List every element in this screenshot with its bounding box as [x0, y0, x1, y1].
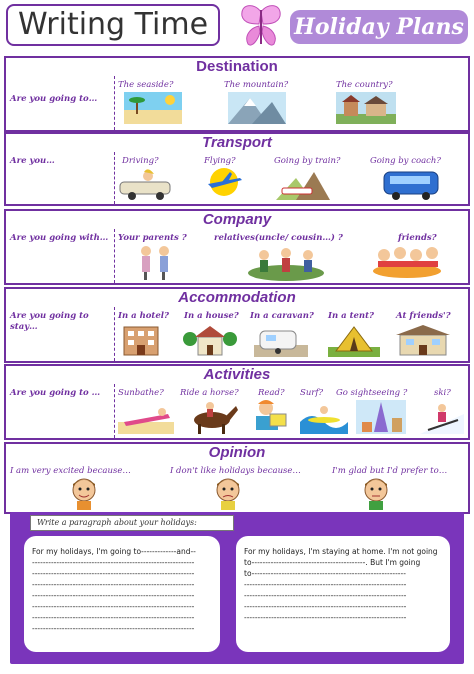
- page-title: Writing Time: [6, 4, 220, 46]
- friends-house-picture: [394, 323, 452, 357]
- option-ski: ski?: [434, 388, 451, 398]
- caravan-picture: [254, 323, 308, 357]
- activities-heading: Activities: [4, 364, 470, 386]
- option-friends-house: At friends'?: [396, 311, 451, 321]
- paragraph-line: ------------------------------------------------------------: [32, 602, 195, 611]
- relatives-picture: [246, 243, 326, 281]
- transport-heading: Transport: [4, 132, 470, 154]
- option-sunbathe: Sunbathe?: [118, 388, 164, 398]
- ski-picture: [420, 400, 464, 434]
- option-ride-horse: Ride a horse?: [180, 388, 239, 398]
- page-subtitle: Holiday Plans: [290, 10, 468, 44]
- accommodation-row: [4, 307, 470, 363]
- opinion-prefer: I'm glad but I'd prefer to…: [332, 466, 448, 476]
- excited-boy-picture: [68, 476, 100, 510]
- seaside-picture: [124, 92, 182, 124]
- option-seaside: The seaside?: [118, 80, 174, 90]
- paragraph-line: ------------------------------------------------------------: [244, 591, 407, 600]
- paragraph-box-going[interactable]: [24, 536, 220, 652]
- row-divider: [114, 384, 115, 438]
- option-coach: Going by coach?: [370, 156, 441, 166]
- destination-heading: Destination: [4, 56, 470, 78]
- option-country: The country?: [336, 80, 393, 90]
- paragraph-line: ------------------------------------------------------------: [32, 558, 195, 567]
- paragraph-line: For my holidays, I'm going to-------------and--: [32, 547, 196, 556]
- unhappy-boy-picture: [212, 476, 244, 510]
- option-friends: friends?: [398, 233, 437, 243]
- option-house: In a house?: [184, 311, 239, 321]
- transport-row: [4, 152, 470, 206]
- option-surf: Surf?: [300, 388, 324, 398]
- tent-picture: [328, 323, 380, 357]
- plane-picture: [202, 166, 246, 198]
- opinion-excited: I am very excited because…: [10, 466, 131, 476]
- opinion-heading: Opinion: [4, 442, 470, 464]
- destination-question: Are you going to…: [10, 94, 98, 104]
- option-hotel: In a hotel?: [118, 311, 169, 321]
- paragraph-line: ------------------------------------------------------------: [32, 624, 195, 633]
- option-tent: In a tent?: [328, 311, 375, 321]
- hotel-picture: [118, 323, 164, 357]
- activities-row: [4, 384, 470, 440]
- read-picture: [246, 398, 290, 434]
- row-divider: [114, 229, 115, 283]
- paragraph-line: ------------------------------------------------------------: [244, 580, 407, 589]
- accommodation-question: Are you going to stay…: [10, 311, 89, 332]
- horse-picture: [184, 400, 240, 434]
- writing-prompt: Write a paragraph about your holidays:: [30, 515, 234, 531]
- option-relatives: relatives(uncle/ cousin…) ?: [214, 233, 343, 243]
- row-divider: [114, 76, 115, 130]
- company-question: Are you going with…: [10, 233, 109, 243]
- paragraph-line: ------------------------------------------------------------: [32, 613, 195, 622]
- row-divider: [114, 307, 115, 361]
- option-flying: Flying?: [204, 156, 236, 166]
- company-heading: Company: [4, 209, 470, 231]
- option-parents: Your parents ?: [118, 233, 187, 243]
- sightseeing-picture: [356, 400, 406, 434]
- coach-picture: [382, 166, 442, 200]
- country-picture: [336, 92, 396, 124]
- option-sightseeing: Go sightseeing ?: [336, 388, 408, 398]
- paragraph-line: ------------------------------------------------------------: [32, 591, 195, 600]
- paragraph-line: ------------------------------------------------------------: [244, 613, 407, 622]
- company-row: [4, 229, 470, 285]
- friends-picture: [370, 243, 444, 279]
- mountain-picture: [228, 92, 286, 124]
- parents-picture: [130, 243, 180, 281]
- transport-question: Are you…: [10, 156, 55, 166]
- paragraph-line: ------------------------------------------------------------: [32, 569, 195, 578]
- train-picture: [276, 168, 330, 200]
- paragraph-box-staying[interactable]: [236, 536, 450, 652]
- car-picture: [118, 168, 174, 200]
- paragraph-line: ------------------------------------------------------------: [244, 602, 407, 611]
- accommodation-heading: Accommodation: [4, 287, 470, 309]
- paragraph-line: to------------------------------------------. But I'm going: [244, 558, 421, 567]
- opinion-dislike: I don't like holidays because…: [170, 466, 301, 476]
- thinking-boy-picture: [360, 476, 392, 510]
- opinion-row: [4, 462, 470, 514]
- destination-row: [4, 76, 470, 132]
- house-picture: [182, 323, 238, 357]
- activities-question: Are you going to …: [10, 388, 101, 398]
- butterfly-icon: [236, 2, 286, 50]
- option-mountain: The mountain?: [224, 80, 289, 90]
- paragraph-line: ------------------------------------------------------------: [32, 580, 195, 589]
- paragraph-line: For my holidays, I'm staying at home. I'm not going: [244, 547, 438, 556]
- sunbathe-picture: [118, 400, 174, 434]
- paragraph-line: to---------------------------------------------------------: [244, 569, 406, 578]
- option-driving: Driving?: [122, 156, 159, 166]
- row-divider: [114, 152, 115, 204]
- surf-picture: [300, 400, 348, 434]
- option-read: Read?: [258, 388, 285, 398]
- option-train: Going by train?: [274, 156, 341, 166]
- option-caravan: In a caravan?: [250, 311, 314, 321]
